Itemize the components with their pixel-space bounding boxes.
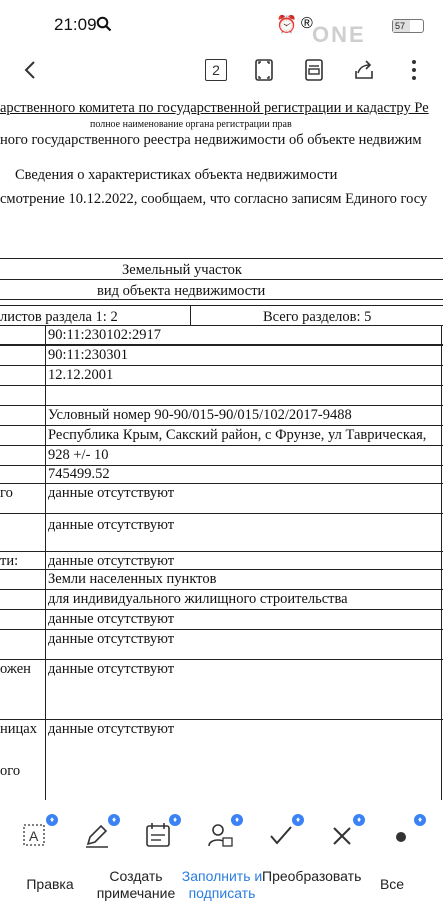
document-title: Сведения о характеристиках объекта недвижимости (15, 167, 338, 183)
watermark-logo: ONE (312, 22, 366, 47)
authority-name: арственного комитета по государственной регистрации и кадастру Ре (0, 100, 429, 116)
checkmark-icon (266, 820, 296, 850)
row-label: ницах (0, 721, 37, 737)
registered-icon: ® (301, 15, 313, 32)
request-sentence: смотрение 10.12.2022, сообщаем, что согласно записям Единого госу (0, 191, 428, 207)
share-icon (352, 59, 376, 81)
object-type: Земельный участок (122, 262, 242, 278)
document-page[interactable] (0, 92, 443, 800)
signer-tool[interactable] (205, 815, 241, 850)
tab-edit[interactable]: Правка (26, 876, 74, 892)
row-value: Условный номер 90-90/015-90/015/102/2017-9488 (48, 407, 352, 423)
edit-text-tool[interactable] (20, 815, 56, 850)
row-label: ти: (0, 553, 19, 569)
row-value: 12.12.2001 (48, 367, 114, 383)
premium-badge-icon: ♦ (353, 814, 365, 826)
top-toolbar (0, 50, 443, 92)
page-count-button[interactable] (200, 54, 232, 86)
more-menu-button[interactable] (398, 54, 430, 86)
document-view-icon (303, 58, 325, 82)
alarm-icon: ⏰ (276, 15, 298, 34)
row-value: данные отсутствуют (48, 553, 175, 569)
sections-count: Всего разделов: 5 (263, 309, 372, 325)
svg-text:A: A (29, 828, 39, 844)
row-value: данные отсутствуют (48, 721, 175, 737)
row-value: для индивидуального жилищного строительства (48, 591, 348, 607)
pen-icon (82, 820, 112, 850)
row-value: 90:11:230102:2917 (48, 327, 162, 343)
row-value: Земли населенных пунктов (48, 571, 217, 587)
back-button[interactable] (14, 54, 46, 86)
chevron-left-icon (19, 59, 41, 81)
authority-caption: полное наименование органа регистрации прав (90, 119, 292, 130)
sheets-count: листов раздела 1: 2 (0, 309, 118, 325)
status-bar (0, 0, 443, 50)
premium-badge-icon: ♦ (231, 814, 243, 826)
tab-convert[interactable]: Преобразовать (262, 868, 362, 884)
form-icon (143, 820, 173, 850)
premium-badge-icon: ♦ (169, 814, 181, 826)
reading-mode-button[interactable] (298, 54, 330, 86)
fit-page-icon (253, 58, 275, 82)
search-icon (96, 16, 112, 37)
row-value: 928 +/- 10 (48, 447, 109, 463)
row-value: 90:11:230301 (48, 347, 129, 363)
tab-create-note[interactable]: Создать примечание (96, 868, 176, 901)
registry-heading: ного государственного реестра недвижимости об объекте недвижим (0, 132, 422, 148)
row-value: данные отсутствуют (48, 631, 175, 647)
bottom-toolbar (0, 800, 443, 860)
row-label: ожен (0, 661, 31, 677)
clock: 21:09 (54, 15, 97, 34)
person-sign-icon (205, 820, 235, 850)
row-value: данные отсутствуют (48, 661, 175, 677)
fill-sign-tool[interactable] (143, 815, 179, 850)
more-vertical-icon (411, 59, 417, 81)
tab-all[interactable]: Все (379, 876, 405, 892)
share-button[interactable] (348, 54, 380, 86)
text-box-icon (20, 820, 50, 850)
premium-badge-icon: ♦ (414, 814, 426, 826)
object-type-caption: вид объекта недвижимости (97, 283, 266, 299)
premium-badge-icon: ♦ (292, 814, 304, 826)
premium-badge-icon: ♦ (108, 814, 120, 826)
checkmark-tool[interactable] (266, 815, 302, 850)
row-label: ого (0, 763, 21, 779)
close-icon (327, 820, 357, 850)
row-value: Республика Крым, Сакский район, с Фрунзе, ул Таврическая, (48, 427, 427, 443)
tab-fill-sign[interactable]: Заполнить и подписать (181, 868, 263, 901)
page-count: 2 (205, 59, 227, 81)
annotate-tool[interactable] (82, 815, 118, 850)
dot-icon (388, 820, 418, 850)
row-value: данные отсутствуют (48, 517, 175, 533)
row-value: данные отсутствуют (48, 611, 175, 627)
bottom-tabs (0, 860, 443, 910)
row-label: го (0, 485, 13, 501)
fit-page-button[interactable] (248, 54, 280, 86)
premium-badge-icon: ♦ (46, 814, 58, 826)
battery-indicator: 57 (392, 19, 424, 33)
cross-tool[interactable] (327, 815, 363, 850)
row-value: данные отсутствуют (48, 485, 175, 501)
dot-tool[interactable] (388, 815, 424, 850)
row-value: 745499.52 (48, 466, 110, 482)
